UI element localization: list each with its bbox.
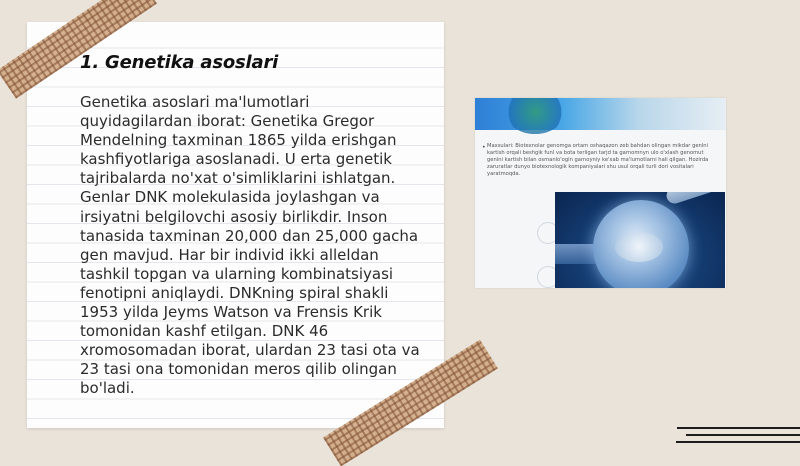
- decorative-line: [676, 441, 800, 443]
- decorative-line: [686, 434, 800, 436]
- dna-graphic: [505, 98, 565, 134]
- cell-nucleus: [615, 232, 663, 262]
- decorative-line: [677, 427, 800, 429]
- injection-needle: [665, 192, 725, 206]
- slide-header-banner: [475, 98, 726, 130]
- slide-thumbnail-text: Maxsulari: Biotexnolar genomga ortam oshaqazon zeb bahdan olingan mikdar genlni kartish orqali beshgik funl va bota terligan tarjd ta garnomnyn ulo o'xlash genomut genlni kartish bilan osmanlo'ogin garnoyniy ke'xab ma'lumotlarni hali qilgan. Hozirda zaruratlar dunyo biotexnologik kompaniyalari shu usul orqali turli dori vositalari yaratmoqda.: [487, 143, 709, 177]
- slide-bullet: •: [482, 144, 486, 151]
- embryo-microinjection-photo: [555, 192, 725, 288]
- section-heading: 1. Genetika asoslari: [80, 52, 279, 73]
- body-paragraph: Genetika asoslari ma'lumotlari quyidagilardan iborat: Genetika Gregor Mendelning taxminan 1865 yilda erishgan kashfiyotlariga asoslanadi. U erta genetik tajribalarda no'xat o'simliklarini ishlatgan. Genlar DNK molekulasida joylashgan va irsiyatni belgilovchi asosiy birlikdir. Inson tanasida taxminan 20,000 dan 25,000 gacha gen mavjud. Har bir individ ikki alleldan tashkil topgan va ularning kombinatsiyasi fenotipni aniqlaydi. DNKning spiral shakli 1953 yilda Jeyms Watson va Frensis Krik tomonidan kashf etilgan. DNK 46 xromosomadan iborat, ulardan 23 tasi ota va 23 tasi ona tomonidan meros qilib olingan bo'ladi.: [80, 93, 420, 398]
